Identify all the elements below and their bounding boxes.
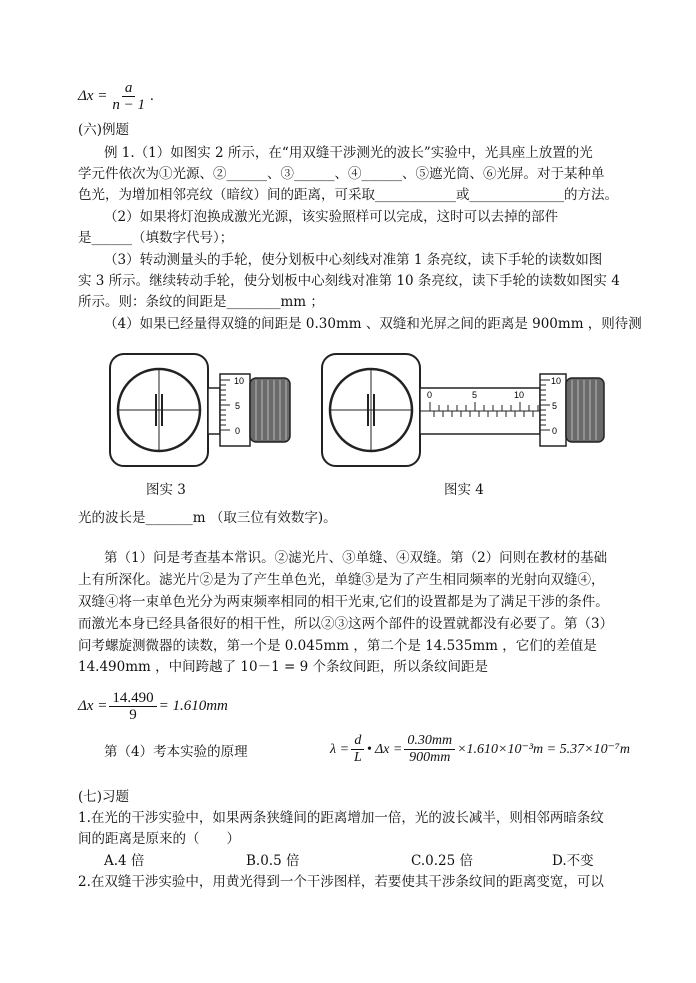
formula-lhs: Δx = (78, 88, 108, 104)
example1-line5: 是______（填数字代号）； (78, 230, 234, 246)
fraction-numerator: d (351, 733, 364, 750)
q1-option-d: D.不变 (552, 853, 594, 869)
figure3-caption: 图实 3 (146, 482, 186, 498)
example1-line7: 实 3 所示。继续转动手轮，使分划板中心刻线对准第 10 条亮纹，读下手轮的读数如图实 4 (78, 273, 620, 289)
example1-line9: （4）如果已经量得双缝的间距是 0.30mm 、双缝和光屏之间的距离是 900mm ，则待测 (104, 316, 642, 332)
analysis-line5: 问考螺旋测微器的读数，第一个是 0.045mm ，第二个是 14.535mm ，它们的差值是 (78, 638, 597, 654)
wavelength-result: ×1.610×10⁻³m = 5.37×10⁻⁷m (457, 742, 630, 757)
example1-answer-line: 光的波长是_______m （取三位有效数字)。 (78, 510, 337, 526)
q1-option-c: C.0.25 倍 (411, 853, 473, 869)
formula-end: . (149, 88, 154, 104)
fraction-d-over-l (351, 733, 365, 766)
example1-line3: 色光，为增加相邻亮纹（暗纹）间的距离，可采取____________或______________的方法。 (78, 187, 618, 203)
fraction-numerator: 0.30mm (404, 733, 455, 750)
fraction-mm (404, 733, 455, 766)
example1-line6: （3）转动测量头的手轮，使分划板中心刻线对准第 1 条亮纹，读下手轮的读数如图 (104, 252, 603, 268)
fraction-numerator: a (122, 80, 136, 97)
fraction-denominator: 9 (129, 707, 137, 723)
fig4-main-tick-5: 5 (472, 390, 478, 400)
q2-line1: 2.在双缝干涉实验中，用黄光得到一个干涉图样，若要使其干涉条纹间的距离变宽，可以 (78, 874, 604, 890)
fig4-thimble-tick-10: 10 (551, 376, 562, 386)
fraction-denominator: 900mm (409, 750, 451, 765)
analysis-line1: 第（1）问是考查基本常识。②滤光片、③单缝、④双缝。第（2）问则在教材的基础 (104, 550, 608, 566)
formula-delta-x-top (78, 80, 154, 113)
fig3-thimble-tick-0: 0 (235, 426, 241, 436)
fig3-thimble-tick-5: 5 (235, 401, 241, 411)
formula-fringe-spacing (78, 690, 228, 723)
fraction (109, 690, 156, 723)
formula-lhs: Δx = (78, 698, 108, 714)
q1-line2: 间的距离是原来的（ ） (78, 831, 240, 847)
section-heading-examples: (六)例题 (78, 122, 130, 138)
figure3-micrometer (108, 352, 300, 472)
example1-line4: （2）如果将灯泡换成激光光源，该实验照样可以完成，这时可以去掉的部件 (104, 209, 559, 225)
figure4-micrometer (320, 352, 606, 472)
section-heading-exercises: (七)习题 (78, 789, 130, 805)
q1-option-a: A.4 倍 (104, 853, 145, 869)
figure4-caption: 图实 4 (444, 482, 484, 498)
formula-wavelength (330, 733, 630, 766)
formula-rhs: = 1.610mm (158, 698, 228, 714)
example1-line8: 所示。则：条纹的间距是________mm ； (78, 294, 324, 310)
fig4-thimble-tick-5: 5 (552, 401, 558, 411)
example1-line1: 例 1.（1）如图实 2 所示，在“用双缝干涉测光的波长”实验中，光具座上放置的光 (104, 145, 593, 161)
analysis-line3: 双缝④将一束单色光分为两束频率相同的相干光束,它们的设置都是为了满足干涉的条件。 (78, 594, 609, 610)
lambda-lhs: λ = (330, 741, 350, 757)
fig4-main-tick-10: 10 (514, 390, 525, 400)
fraction-denominator: n − 1 (112, 97, 145, 113)
analysis-line2: 上有所深化。滤光片②是为了产生单色光，单缝③是为了产生相同频率的光射向双缝④， (78, 572, 605, 588)
analysis-line4: 而激光本身已经具备很好的相干性，所以②③这两个部件的设置就都没有必要了。第（3） (78, 616, 614, 632)
q1-line1: 1.在光的干涉实验中，如果两条狭缝间的距离增加一倍，光的波长减半，则相邻两暗条纹 (78, 810, 604, 826)
part4-label: 第（4）考本实验的原理 (104, 744, 248, 760)
fig4-thimble-tick-0: 0 (552, 426, 558, 436)
analysis-line6: 14.490mm ，中间跨越了 10－1 = 9 个条纹间距，所以条纹间距是 (78, 659, 488, 675)
q1-option-b: B.0.5 倍 (246, 853, 300, 869)
fig4-main-tick-0: 0 (427, 390, 433, 400)
fraction-numerator: 14.490 (109, 690, 156, 707)
example1-line2: 学元件依次为①光源、②______、③______、④______、⑤遮光筒、⑥光屏。对于某种单 (78, 166, 605, 182)
fraction (109, 80, 148, 113)
dot-delta-x: • Δx = (366, 741, 403, 757)
fig3-thimble-tick-10: 10 (234, 376, 245, 386)
fraction-denominator: L (354, 750, 362, 765)
